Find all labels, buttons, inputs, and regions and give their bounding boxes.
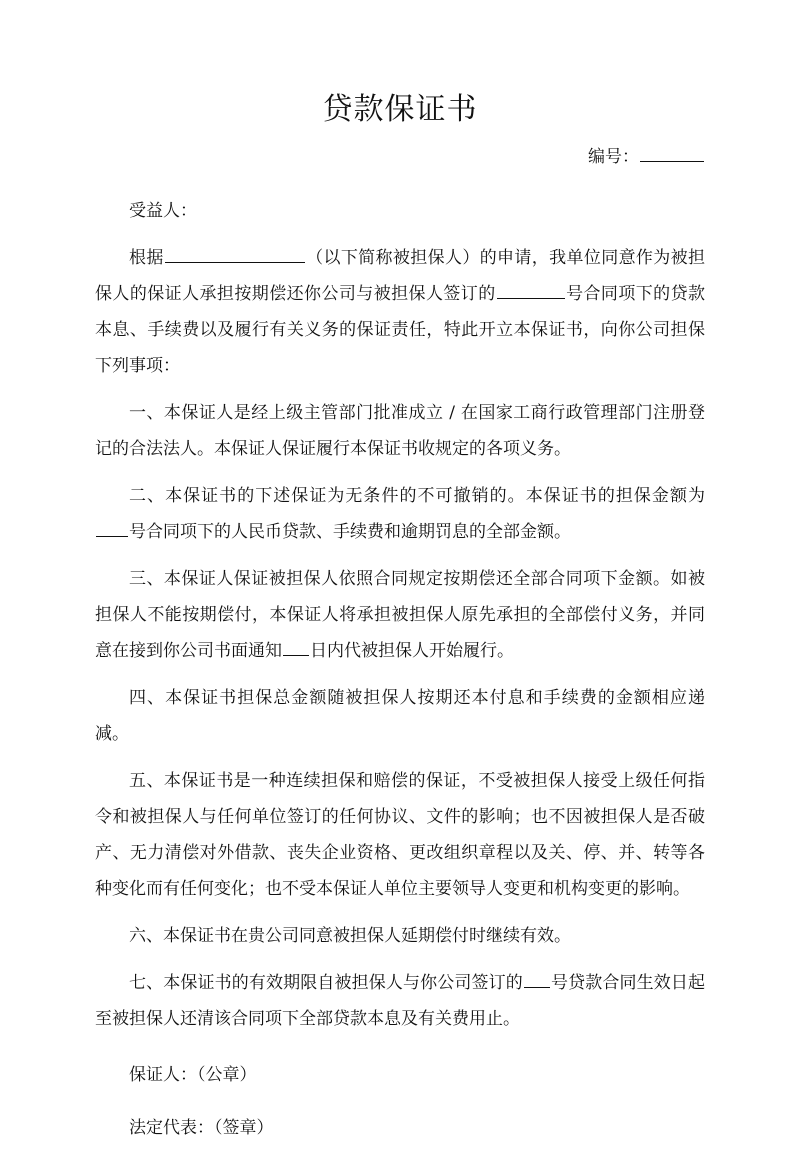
clause-5: 五、本保证书是一种连续担保和赔偿的保证，不受被担保人接受上级任何指令和被担保人与任何单位签订的任何协议、文件的影响；也不因被担保人是否破产、无力清偿对外借款、丧失企业资格、更改组织章程以及关、停、并、转等各种变化而有任何变化；也不受本保证人单位主要领导人变更和机构变更的影响。 bbox=[95, 771, 705, 899]
clause-7-text-b: 号贷款合同生效日起至被担保人还清该合同项下全部贷款本息及有关费用止。 bbox=[95, 973, 705, 1029]
clause-7-text-a: 七、本保证书的有效期限自被担保人与你公司签订的 bbox=[129, 973, 523, 993]
clause-3-text-a: 三、本保证人保证被担保人依照合同规定按期偿还全部合同项下金额。如被担保人不能按期偿付，本保证人将承担被担保人原先承担的全部偿付义务，并同意在接到你公司书面通知 bbox=[95, 569, 705, 661]
notice-days-blank bbox=[283, 637, 309, 656]
intro-suffix: 号合同项下的贷款本息、手续费以及履行有关义务的保证责任，特此开立本保证书，向你公司担保下列事项： bbox=[95, 284, 706, 376]
document-body bbox=[95, 193, 705, 1163]
beneficiary-line bbox=[95, 193, 705, 229]
beneficiary-label: 受益人： bbox=[129, 201, 197, 221]
document-title: 贷款保证书 bbox=[322, 92, 478, 127]
clause-2-text-a: 二、本保证书的下述保证为无条件的不可撤销的。本保证书的担保金额为 bbox=[129, 486, 705, 506]
clause-7 bbox=[95, 965, 705, 1037]
clause-1: 一、本保证人是经上级主管部门批准成立 / 在国家工商行政管理部门注册登记的合法法人。本保证人保证履行本保证书收规定的各项义务。 bbox=[95, 403, 705, 459]
clause-2-text-b: 号合同项下的人民币贷款、手续费和逾期罚息的全部金额。 bbox=[129, 522, 571, 542]
clause-6: 六、本保证书在贵公司同意被担保人延期偿付时继续有效。 bbox=[129, 926, 571, 946]
clause-4: 四、本保证书担保总金额随被担保人按期还本付息和手续费的金额相应递减。 bbox=[95, 688, 705, 744]
intro-mid: （以下简称被担保人）的申请，我单位同意作为被担保人的保证人承担按期偿还你公司与被担保人签订的 bbox=[95, 248, 706, 304]
doc-number-label: 编号： bbox=[588, 147, 639, 167]
doc-number-blank bbox=[640, 143, 704, 162]
contract-number-blank bbox=[497, 280, 565, 299]
intro-prefix: 根据 bbox=[129, 248, 164, 268]
intro-paragraph bbox=[95, 240, 705, 384]
legal-rep-signature-line: 法定代表：（签章） bbox=[129, 1118, 274, 1138]
clause-2 bbox=[95, 478, 705, 550]
clause-3-text-b: 日内代被担保人开始履行。 bbox=[310, 641, 514, 661]
guarantor-signature-line: 保证人：（公章） bbox=[129, 1065, 257, 1085]
clause-3 bbox=[95, 561, 705, 669]
doc-number-line bbox=[588, 143, 705, 170]
applicant-name-blank bbox=[165, 244, 305, 263]
loan-contract-number-blank bbox=[524, 969, 550, 988]
guarantee-amount-blank bbox=[96, 518, 128, 537]
